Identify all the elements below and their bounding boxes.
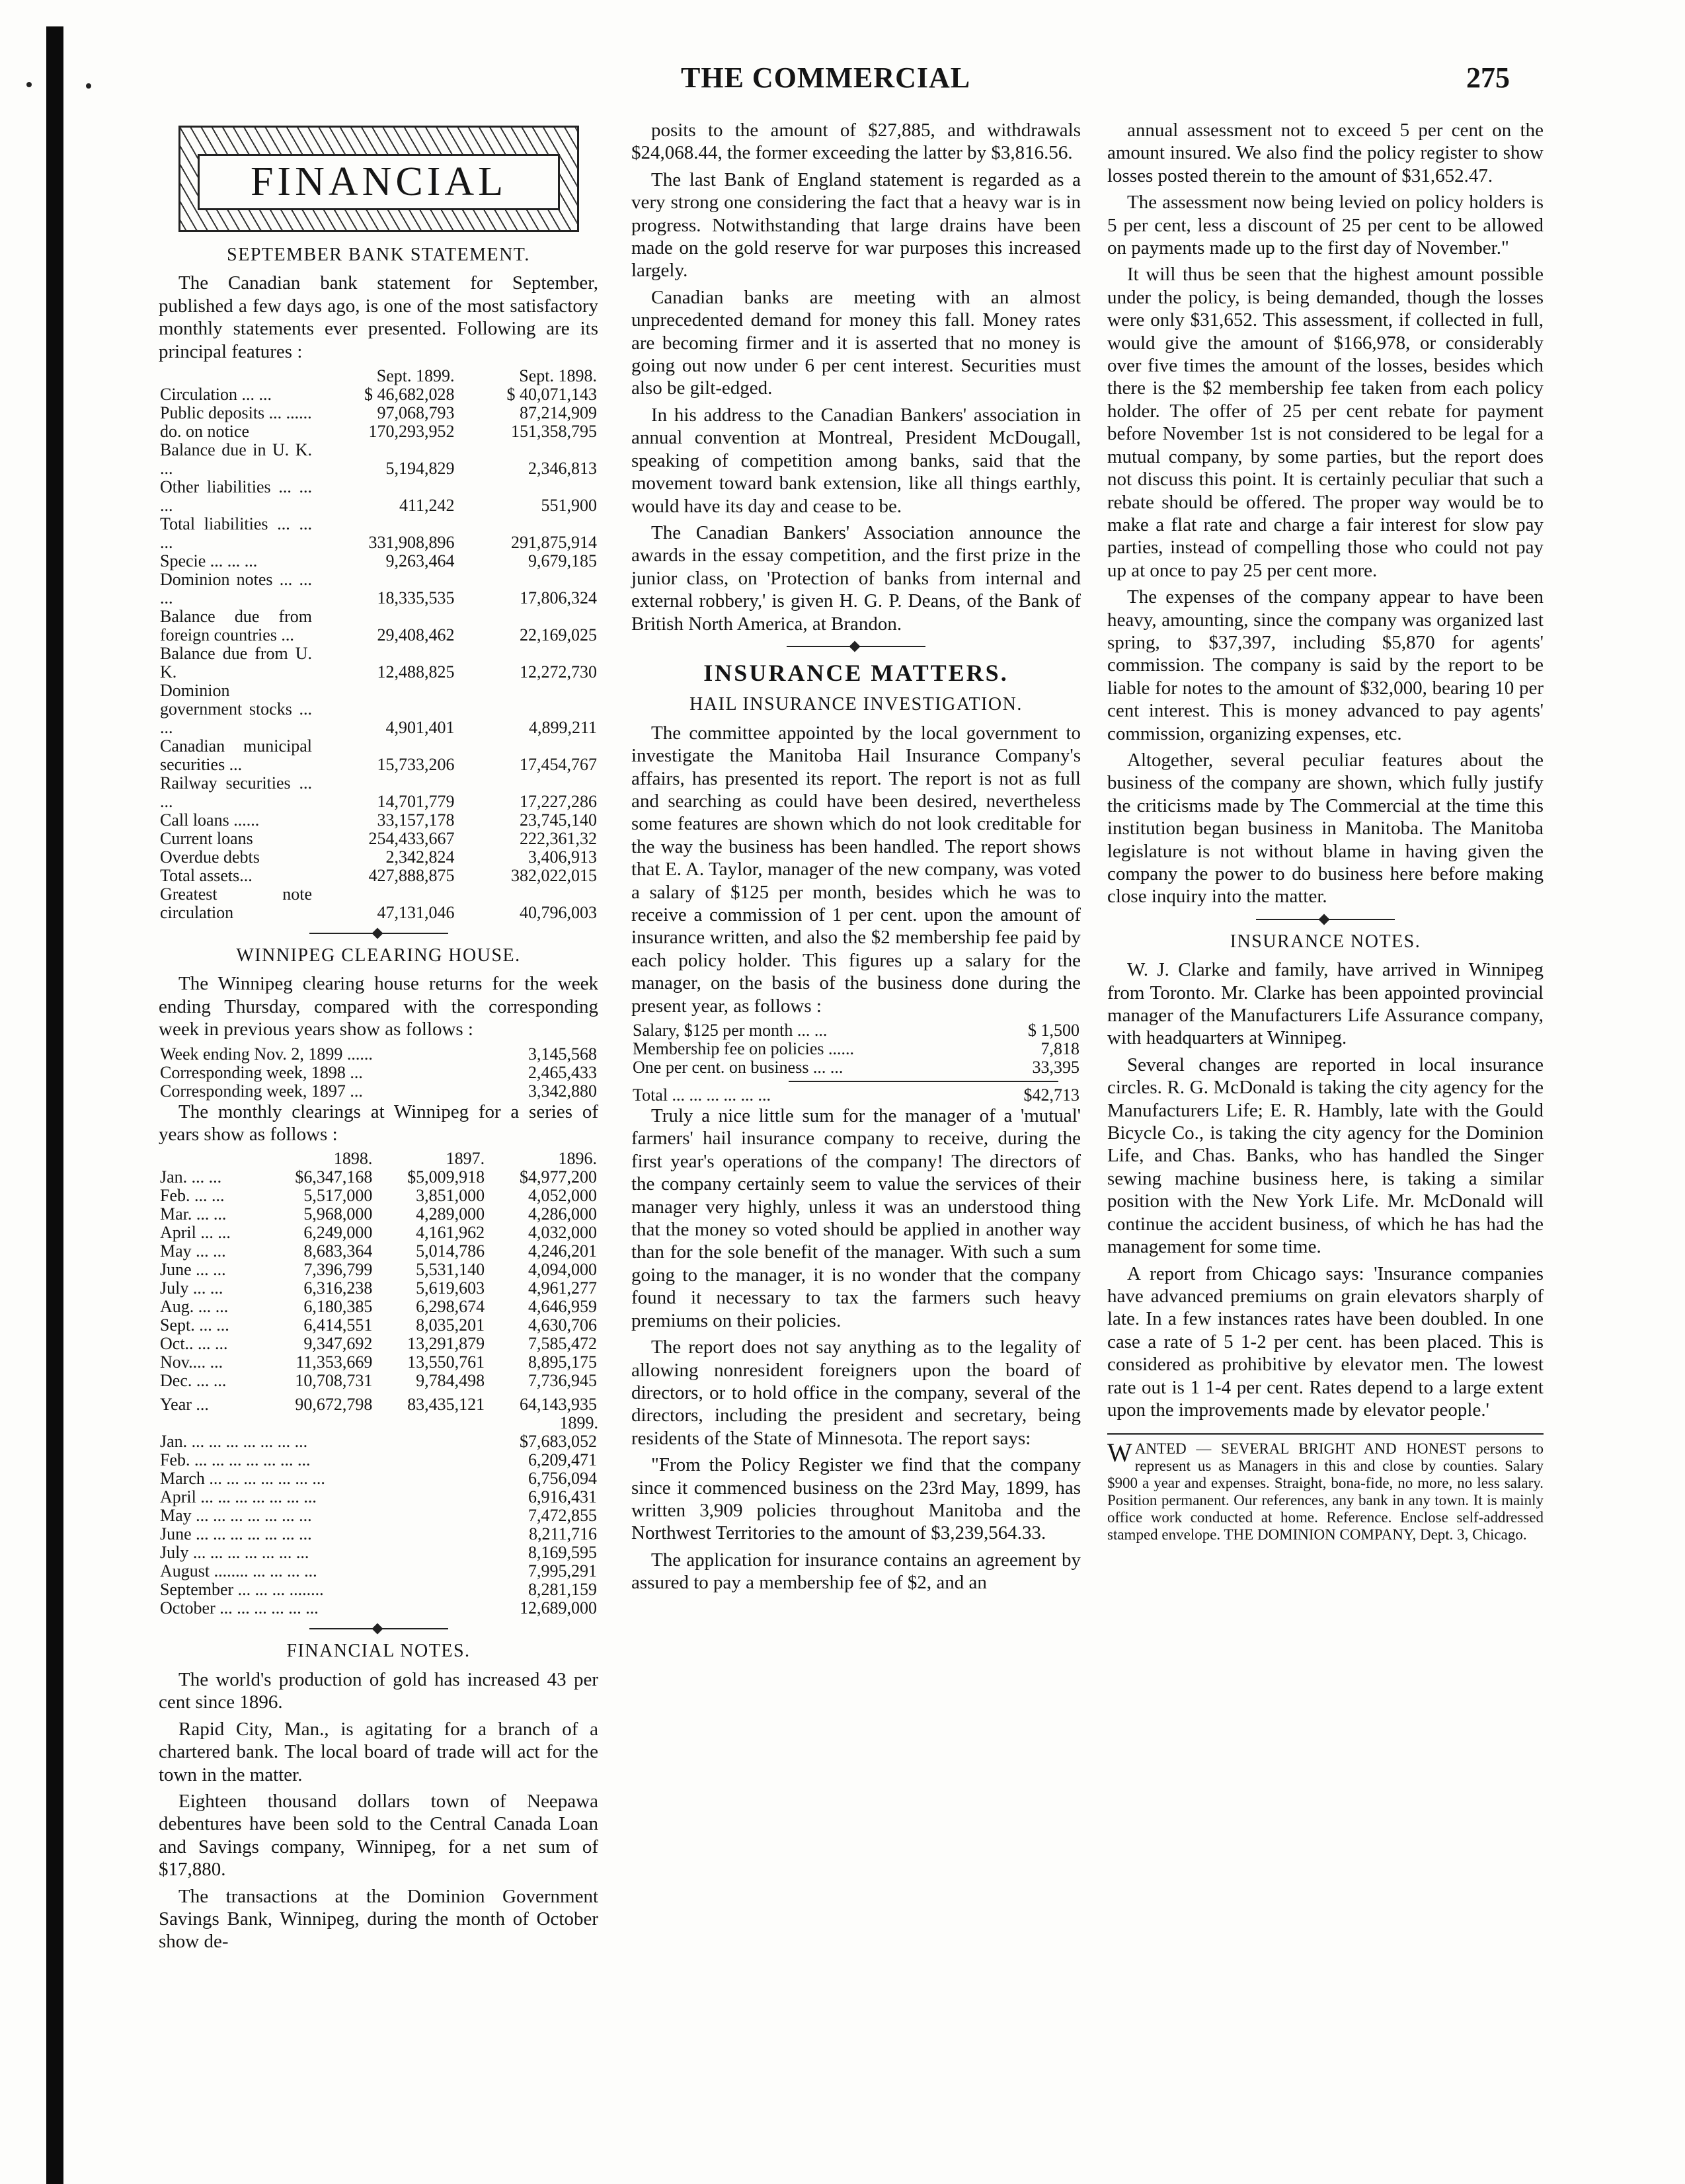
cell-value: 22,169,025 [520,625,597,645]
table-row [159,1353,598,1372]
column-header: 1897. [446,1149,485,1169]
cell-value: 18,335,535 [377,588,455,608]
section-rule [309,1628,448,1629]
section-rule [309,933,448,934]
row-label: Salary, $125 per month ... ... [633,1021,828,1040]
table-row [159,1298,598,1316]
table-row [159,867,598,885]
cell-value: 8,169,595 [528,1543,597,1563]
row-label: Balance due in U. K. ... [160,440,312,479]
row-label: Dominion notes ... ... ... [160,570,312,608]
table-row [159,1543,598,1562]
cell-value: 3,851,000 [416,1186,485,1206]
row-label: Sept. ... ... [160,1315,229,1335]
ad-text: ANTED — SEVERAL BRIGHT AND HONEST persons to represent us as Managers in this and close by counties. Salary $900 a year and expenses. Straight, bona-fide, no more, no less salary. Position permanent. Our references, any bank in any town. It is mainly office work conducted at home. Reference. Enclose self-addressed stamped envelope. THE DOMINION COMPANY, Dept. 3, Chicago. [1107,1440,1544,1543]
row-label: Aug. ... ... [160,1297,229,1317]
bank-statement-table [159,367,598,922]
cell-value: 8,211,716 [528,1524,597,1544]
table-row [159,774,598,811]
row-label: Mar. ... ... [160,1204,227,1224]
cell-value: 10,708,731 [295,1371,373,1391]
report-paragraphs [631,1105,1081,1594]
table-row [159,552,598,570]
financial-notes-heading: FINANCIAL NOTES. [286,1641,471,1662]
table-row [159,1205,598,1224]
total-value: 90,672,798 [295,1395,373,1415]
table-row [159,682,598,737]
row-label: Membership fee on policies ...... [633,1039,855,1059]
cell-value: 17,806,324 [520,588,597,608]
assessment-paragraphs [1107,119,1544,908]
page-header-title: THE COMMERCIAL [681,61,971,94]
row-label: Jan. ... ... ... ... ... ... ... [160,1432,308,1452]
scan-speck [86,83,91,89]
hail-paragraphs [631,722,1081,1017]
table-row [159,1432,598,1451]
insurance-matters-heading: INSURANCE MATTERS. [703,659,1009,686]
row-label: July ... ... ... ... ... ... ... [160,1543,309,1563]
cell-value: 222,361,32 [520,829,597,849]
row-label: May ... ... ... ... ... ... ... [160,1506,312,1526]
cell-value: $6,347,168 [295,1167,373,1187]
sum-rule [789,1081,1058,1082]
article-paragraph: The report does not say anything as to the legality of allowing nonresident foreigners upon the board of directors, or to hold office in the company, several of the directors, including the president and secretary, being residents of the State of Minnesota. The report says: [631,1337,1081,1449]
financial-banner [178,126,579,232]
clearings-1899-table [159,1432,598,1618]
row-label: Greatest note circulation [160,884,312,923]
total-label: Year ... [160,1395,209,1415]
column-header: Sept. 1898. [519,366,597,386]
cell-value: 3,145,568 [528,1044,597,1064]
cell-value: 47,131,046 [377,903,455,923]
cell-value: 97,068,793 [377,403,455,423]
table-row [159,1506,598,1525]
row-label: April ... ... [160,1223,231,1243]
cell-value: 4,899,211 [528,718,597,738]
table-row [159,515,598,552]
insurance-notes [1107,958,1544,1421]
cell-value: 5,517,000 [303,1186,373,1206]
table-row [159,570,598,607]
cell-value: 6,316,238 [303,1278,373,1298]
row-label: March ... ... ... ... ... ... ... [160,1469,325,1489]
row-label: April ... ... ... ... ... ... ... [160,1487,317,1507]
clearing-house-heading: WINNIPEG CLEARING HOUSE. [236,945,521,966]
row-label: Current loans [160,829,253,849]
cell-value: 7,472,855 [528,1506,597,1526]
cell-value: 5,619,603 [416,1278,485,1298]
row-label: Dec. ... ... [160,1371,227,1391]
table-row [159,885,598,922]
row-label: July ... ... [160,1278,223,1298]
total-value: 64,143,935 [520,1395,597,1415]
banking-paragraphs [631,119,1081,635]
table-row [159,1224,598,1242]
cell-value: $5,009,918 [407,1167,485,1187]
row-label: Week ending Nov. 2, 1899 ...... [160,1044,373,1064]
table-total-row [159,1390,598,1414]
cell-value: 411,242 [399,496,455,516]
table-row [159,737,598,774]
table-row [159,1372,598,1390]
table-row [159,1242,598,1261]
salary-total-table [631,1086,1081,1105]
cell-value: 2,342,824 [385,847,455,867]
row-label: do. on notice [160,422,250,442]
cell-value: 5,531,140 [416,1260,485,1280]
table-row [159,1187,598,1205]
table-row [159,1488,598,1506]
cell-value: 9,679,185 [528,551,597,571]
table-row [159,1335,598,1353]
cell-value: 4,901,401 [385,718,455,738]
table-row [159,1045,598,1064]
weekly-clearings-table [159,1045,598,1101]
cell-value: 9,347,692 [303,1334,373,1354]
total-value: 83,435,121 [407,1395,485,1415]
article-paragraph: The assessment now being levied on policy holders is 5 per cent, less a discount of 25 per cent to be allowed on payments made up to the first day of November." [1107,192,1544,259]
table-row [159,811,598,830]
cell-value: 8,683,364 [303,1241,373,1261]
row-label: Balance due from U. K. [160,644,312,682]
article-paragraph: The Canadian Bankers' Association announce the awards in the essay competition, and the first prize in the junior class, on 'Protection of banks from internal and external robbery,' is given H. G. P. Deans, of the Bank of British North America, at Brandon. [631,522,1081,635]
article-paragraph: It will thus be seen that the highest amount possible under the policy, is being demanded, though the losses were only $31,652. This assessment, if collected in full, would give the amount of $166,978, or considerably over five times the amount of the losses, besides which there is the $2 membership fee taken from each policy holder. The offer of 25 per cent rebate for payment before November 1st is not considered to be legal for a mutual company, by some parties, but the report does not discuss this point. It is certainly peculiar that such a rebate should be offered. The proper way would be to make a flat rate and charge a fair interest for slow pay parties, instead of compelling those who could not pay up at once to pay 25 per cent more. [1107,264,1544,581]
row-label: Total assets... [160,866,253,886]
row-label: Total liabilities ... ... ... [160,514,312,553]
row-label: Feb. ... ... ... ... ... ... ... [160,1450,311,1470]
cell-value: 4,052,000 [528,1186,597,1206]
row-label: Jan. ... ... [160,1167,222,1187]
cell-value: $ 1,500 [1028,1021,1079,1040]
article-paragraph: "From the Policy Register we find that the company since it commenced business on the 23rd May, 1899, has written 3,909 policies throughout Manitoba and the Northwest Territories to the amount of $3,239,564.33. [631,1454,1081,1544]
table-row [631,1040,1081,1058]
cell-value: 4,961,277 [528,1278,597,1298]
year-1899-label: 1899. [559,1413,598,1433]
cell-value: 5,968,000 [303,1204,373,1224]
cell-value: 17,227,286 [520,792,597,812]
cell-value: 7,736,945 [528,1371,597,1391]
cell-value: 3,406,913 [528,847,597,867]
table-row [159,1469,598,1488]
ad-initial: W [1107,1438,1132,1468]
article-paragraph: annual assessment not to exceed 5 per cent on the amount insured. We also find the policy register to show losses posted therein to the amount of $31,652.47. [1107,120,1544,186]
financial-note: Eighteen thousand dollars town of Neepawa debentures have been sold to the Central Canada Loan and Savings company, Winnipeg, for a net sum of $17,880. [159,1790,598,1881]
cell-value: 6,916,431 [528,1487,597,1507]
financial-note: The world's production of gold has increased 43 per cent since 1896. [159,1668,598,1713]
cell-value: 8,281,159 [528,1580,597,1600]
cell-value: 9,784,498 [416,1371,485,1391]
cell-value: 11,353,669 [295,1352,373,1372]
cell-value: 13,291,879 [407,1334,485,1354]
row-label: August ........ ... ... ... ... [160,1561,317,1581]
cell-value: 23,745,140 [520,810,597,830]
cell-value: 291,875,914 [511,533,597,553]
row-label: June ... ... [160,1260,226,1280]
table-row [159,422,598,441]
row-label: Call loans ...... [160,810,260,830]
table-row [159,1562,598,1580]
table-row [159,441,598,478]
column-header [159,1150,262,1168]
row-label: Corresponding week, 1897 ... [160,1081,363,1101]
cell-value: $7,683,052 [520,1432,597,1452]
column-1 [159,126,598,1957]
cell-value: 12,272,730 [520,662,597,682]
article-paragraph: The last Bank of England statement is regarded as a very strong one considering the fact that a heavy war is in progress. Notwithstanding that large drains have been made on the gold reserve for war purposes this increased largely. [631,169,1081,282]
clearing-house-intro: The Winnipeg clearing house returns for the week ending Thursday, compared with the corresponding week in previous years show as follows : [159,973,598,1040]
monthly-clearings-table [159,1150,598,1414]
hail-investigation-heading: HAIL INSURANCE INVESTIGATION. [689,694,1023,715]
table-row [159,1082,598,1101]
cell-value: 7,396,799 [303,1260,373,1280]
cell-value: 8,895,175 [528,1352,597,1372]
bank-statement-intro: The Canadian bank statement for September, published a few days ago, is one of the most satisfactory monthly statements ever presented. Following are its principal features : [159,272,598,362]
cell-value: 33,395 [1032,1058,1079,1077]
cell-value: 151,358,795 [511,422,597,442]
cell-value: 6,249,000 [303,1223,373,1243]
cell-value: 7,995,291 [528,1561,597,1581]
binding-edge [46,26,63,2184]
article-paragraph: The application for insurance contains an agreement by assured to pay a membership fee of $2, and an [631,1549,1081,1594]
table-row [159,478,598,515]
row-label: Other liabilities ... ... ... [160,477,312,516]
cell-value: 4,032,000 [528,1223,597,1243]
salary-total-label: Total ... ... ... ... ... ... [633,1085,771,1105]
section-rule [787,646,925,647]
cell-value: 13,550,761 [407,1352,485,1372]
row-label: May ... ... [160,1241,226,1261]
row-label: Oct.. ... ... [160,1334,228,1354]
cell-value: 12,689,000 [520,1598,597,1618]
table-row [159,1064,598,1082]
salary-total-value: $42,713 [1023,1085,1079,1105]
financial-note: Rapid City, Man., is agitating for a branch of a chartered bank. The local board of trade will act for the town in the matter. [159,1718,598,1785]
bank-statement-heading: SEPTEMBER BANK STATEMENT. [227,245,530,265]
cell-value: 2,465,433 [528,1062,597,1082]
row-label: June ... ... ... ... ... ... ... [160,1524,312,1544]
article-paragraph: The committee appointed by the local government to investigate the Manitoba Hail Insurance Company's affairs, has presented its report. The report is not as full and searching as could have been desired, nevertheless some features are shown which do not look creditable for the way the business has been handled. The report shows that E. A. Taylor, manager of the new company, was voted a salary of $125 per month, besides which he was to receive a commission of 1 per cent. upon the amount of insurance written, and also the $2 membership fee paid by each policy holder. This figures up a salary for the manager, on the basis of the business done during the present year, as follows : [631,722,1081,1017]
cell-value: 551,900 [541,496,597,516]
article-paragraph: The expenses of the company appear to have been heavy, amounting, since the company was organized last spring, to $37,397, including $5,870 for agents' commission. The company is said by the report to be liable for notes to the amount of $32,000, bearing 10 per cent interest. This is money advanced to pay agents' commission, organizing expenses, etc. [1107,586,1544,744]
row-label: Balance due from foreign countries ... [160,607,312,645]
cell-value: 29,408,462 [377,625,455,645]
article-paragraph: Canadian banks are meeting with an almost unprecedented demand for money this fall. Money rates are becoming firmer and it is asserted that no money is going out now under 6 per cent interest. Securities must also be gilt-edged. [631,286,1081,399]
financial-note: The transactions at the Dominion Government Savings Bank, Winnipeg, during the month of October show de- [159,1885,598,1953]
cell-value: $4,977,200 [520,1167,597,1187]
table-row [159,1580,598,1599]
insurance-note: Several changes are reported in local insurance circles. R. G. McDonald is taking the city agency for the Manufacturers Life; E. R. Hambly, late with the Gould Bicycle Co., is taking the city agency for the Dominion Life, and Chas. Banks, who has handled the Singer sewing machine business here, is taking a similar position with the New York Life. Mr. McDonald will continue the accident business, of which he has had the management for some time. [1107,1054,1544,1258]
cell-value: 4,646,959 [528,1297,597,1317]
table-row [159,607,598,644]
cell-value: 4,630,706 [528,1315,597,1335]
article-paragraph: Truly a nice little sum for the manager of a 'mutual' farmers' hail insurance company to receive, during the first year's operations of the company! The directors of the company certainly seem to value the services of their manager very highly, unless it was an understood thing that the money so voted should be applied in another way than for the sole benefit of the manager. With such a sum going to the manager, it is no wonder that the company found it necessary to tax the farmers such heavy premiums on their policies. [631,1105,1081,1331]
cell-value: 5,194,829 [385,459,455,479]
banner-label: FINANCIAL [198,154,560,210]
row-label: Public deposits ... ...... [160,403,312,423]
cell-value: 33,157,178 [377,810,455,830]
cell-value: 254,433,667 [368,829,455,849]
row-label: Railway securities ... ... [160,773,312,812]
insurance-note: A report from Chicago says: 'Insurance companies have advanced premiums on grain elevators sharply of late. In a few instances rates have been doubled. In one case a rate of 5 1-2 per cent. has been placed. This is considered as prohibitive by elevator men. The lowest rate out is 1 1-4 per cent. Rates depend to a large extent upon the improvements made by elevator people.' [1107,1263,1544,1421]
cell-value: 5,014,786 [416,1241,485,1261]
monthly-clearings-intro: The monthly clearings at Winnipeg for a series of years show as follows : [159,1101,598,1146]
cell-value: 6,180,385 [303,1297,373,1317]
article-paragraph: posits to the amount of $27,885, and withdrawals $24,068.44, the former exceeding the latter by $3,816.56. [631,120,1081,164]
cell-value: 2,346,813 [528,459,597,479]
column-header: 1896. [558,1149,597,1169]
cell-value: 331,908,896 [368,533,455,553]
row-label: Corresponding week, 1898 ... [160,1062,363,1082]
cell-value: 9,263,464 [385,551,455,571]
section-rule [1256,919,1395,920]
column-3 [1107,119,1544,1543]
cell-value: 6,756,094 [528,1469,597,1489]
cell-value: 87,214,909 [520,403,597,423]
table-row [159,1316,598,1335]
table-row [159,848,598,867]
financial-notes [159,1668,598,1953]
table-row [159,1599,598,1618]
scan-speck [26,82,32,87]
row-label: October ... ... ... ... ... ... [160,1598,319,1618]
cell-value: 4,286,000 [528,1204,597,1224]
row-label: Circulation ... ... [160,385,272,405]
table-row [159,404,598,422]
cell-value: 8,035,201 [416,1315,485,1335]
column-header: 1898. [333,1149,373,1169]
table-row [631,1021,1081,1040]
cell-value: $ 40,071,143 [506,385,597,405]
cell-value: 4,289,000 [416,1204,485,1224]
cell-value: 7,818 [1040,1039,1079,1059]
cell-value: 170,293,952 [368,422,455,442]
article-paragraph: In his address to the Canadian Bankers' association in annual convention at Montreal, President McDougall, speaking of competition among banks, said that the movement toward bank extension, like all things earthly, would have its day and cease to be. [631,404,1081,517]
page-number: 275 [1466,61,1510,94]
table-row [159,1279,598,1298]
cell-value: 4,246,201 [528,1241,597,1261]
row-label: September ... ... ... ........ [160,1580,324,1600]
table-row [159,385,598,404]
row-label: Overdue debts [160,847,260,867]
insurance-notes-heading: INSURANCE NOTES. [1230,931,1421,952]
cell-value: 4,094,000 [528,1260,597,1280]
cell-value: 6,209,471 [528,1450,597,1470]
column-header [159,367,313,385]
table-row [159,644,598,682]
row-label: Canadian municipal securities ... [160,736,312,775]
table-row [159,1451,598,1469]
column-2 [631,119,1081,1598]
column-header: Sept. 1899. [376,366,455,386]
cell-value: 17,454,767 [520,755,597,775]
row-label: Dominion government stocks ... ... [160,681,312,738]
row-label: One per cent. on business ... ... [633,1058,843,1077]
wanted-advertisement [1107,1433,1544,1543]
cell-value: 382,022,015 [511,866,597,886]
cell-value: 3,342,880 [528,1081,597,1101]
cell-value: $ 46,682,028 [364,385,455,405]
cell-value: 12,488,825 [377,662,455,682]
manager-salary-table [631,1021,1081,1077]
row-label: Specie ... ... ... [160,551,258,571]
cell-value: 14,701,779 [377,792,455,812]
table-row [159,1525,598,1543]
cell-value: 15,733,206 [377,755,455,775]
table-row [159,830,598,848]
table-row [159,1261,598,1279]
article-paragraph: Altogether, several peculiar features about the business of the company are shown, which fully justify the criticisms made by The Commercial at the time this institution began business in Manitoba. The Manitoba legislature is not without blame in having given the company the power to do business here before making close inquiry into the matter. [1107,749,1544,908]
cell-value: 4,161,962 [416,1223,485,1243]
cell-value: 6,298,674 [416,1297,485,1317]
row-label: Feb. ... ... [160,1186,225,1206]
cell-value: 40,796,003 [520,903,597,923]
cell-value: 427,888,875 [368,866,455,886]
insurance-note: W. J. Clarke and family, have arrived in Winnipeg from Toronto. Mr. Clarke has been appointed provincial manager of the Manufacturers Life Assurance company, with headquarters at Winnipeg. [1107,959,1544,1049]
table-row [631,1058,1081,1077]
cell-value: 6,414,551 [303,1315,373,1335]
row-label: Nov.... ... [160,1352,223,1372]
cell-value: 7,585,472 [528,1334,597,1354]
table-row [159,1168,598,1187]
